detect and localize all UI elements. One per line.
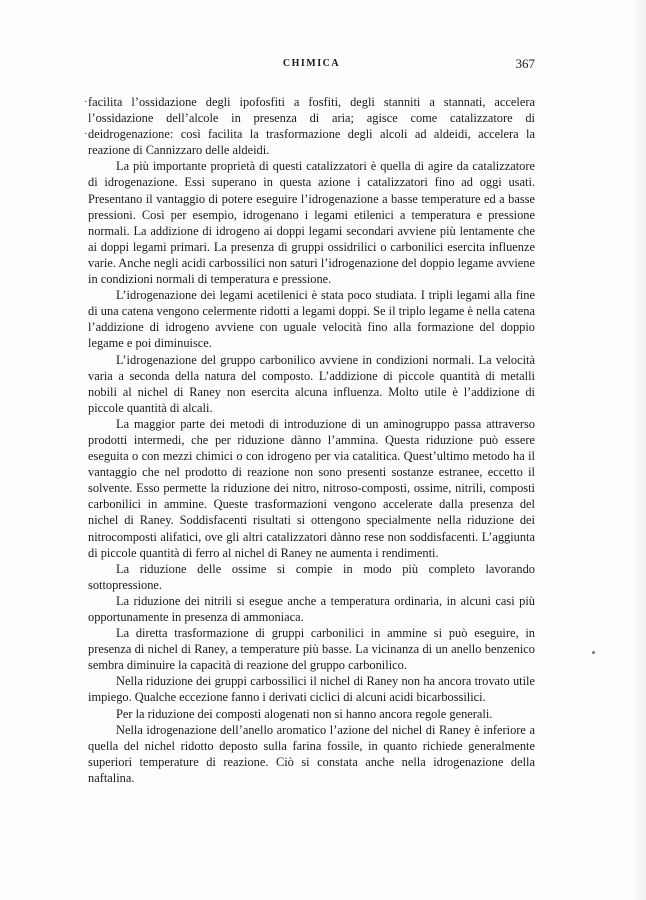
paragraph: L’idrogenazione del gruppo carbonilico avviene in condizioni normali. La velocità varia a seconda della natura del composto. L’addizione di piccole quantità di metalli nobili al nichel di Raney non esercita alcuna influenza. Molto utile è l’addizione di piccole quantità di alcali. [88,352,535,415]
paragraph: Nella idrogenazione dell’anello aromatico l’azione del nichel di Raney è inferiore a quella del nichel ridotto deposto sulla farina fossile, in quanto richiede generalmente superiori temperature di reazione. Ciò si constata anche nella idrogenazione della naftalina. [88,722,535,785]
margin-mark: · [84,128,88,140]
running-title: CHIMICA [282,58,341,69]
margin-mark: · [84,96,88,108]
page-number: 367 [515,56,535,71]
page-edge-shadow [632,0,646,900]
scan-speck [592,651,595,654]
paragraph: Nella riduzione dei gruppi carbossilici il nichel di Raney non ha ancora trovato utile impiego. Qualche eccezione fanno i derivati ciclici di alcuni acidi bicarbossilici. [88,674,535,705]
paragraph: La riduzione dei nitrili si esegue anche a temperatura ordinaria, in alcuni casi più opportunamente in presenza di ammoniaca. [88,593,535,624]
page-header [88,56,535,76]
paragraph: La maggior parte dei metodi di introduzione di un aminogruppo passa attraverso prodotti intermedi, che per riduzione dànno l’ammina. Questa riduzione può essere eseguita o con mezzi chimici o con idrogeno per via catalitica. Quest’ultimo metodo ha il vantaggio che nel prodotto di reazione non sono presenti sostanze estranee, eccetto il solvente. Esso permette la riduzione dei nitro, nitroso-composti, ossime, nitrili, composti carbonilici in ammine. Queste trasformazioni vengono accelerate dalla presenza del nichel di Raney. Soddisfacenti risultati si ottengono specialmente nella riduzione dei nitrocomposti alifatici, ove gli altri catalizzatori dànno rese non soddisfacenti. L’aggiunta di piccole quantità di ferro al nichel di Raney ne aumenta i rendimenti. [88,416,535,560]
paragraph: La riduzione delle ossime si compie in modo più completo lavorando sottopressione. [88,561,535,592]
paragraph: L’idrogenazione dei legami acetilenici è stata poco studiata. I tripli legami alla fine di una catena vengono celermente ridotti a legami doppi. Se il triplo legame è nella catena l’addizione di idrogeno avviene con uguale velocità fino alla formazione del doppio legame e poi diminuisce. [88,288,535,351]
paragraph: La più importante proprietà di questi catalizzatori è quella di agire da catalizzatore di idrogenazione. Essi superano in questa azione i catalizzatori fino ad oggi usati. Presentano il vantaggio di potere eseguire l’idrogenazione a basse temperature ed a basse pressioni. Così per esempio, idrogenano i legami etilenici a temperatura e pressione normali. La addizione di idrogeno ai doppi legami secondari avviene più lentamente che ai doppi legami primari. La presenza di gruppi ossidrilici o carbonilici esercita influenze varie. Anche negli acidi carbossilici non saturi l’idrogenazione del doppio legame avviene in condizioni normali di temperatura e pressione. [88,159,535,287]
body-text [88,94,535,786]
paragraph: La diretta trasformazione di gruppi carbonilici in ammine si può eseguire, in presenza di nichel di Raney, a temperature più basse. La vicinanza di un anello benzenico sembra diminuire la capacità di reazione del gruppo carbonilico. [88,626,535,673]
paragraph: Per la riduzione dei composti alogenati non si hanno ancora regole generali. [116,706,493,721]
paragraph: facilita l’ossidazione degli ipofosfiti a fosfiti, degli stanniti a stannati, accelera l’ossidazione dell’alcole in presenza di aria; agisce come catalizzatore di deidrogenazione: così facilita la trasformazione degli alcoli ad aldeidi, accelera la reazione di Cannizzaro delle aldeidi. [88,95,535,158]
